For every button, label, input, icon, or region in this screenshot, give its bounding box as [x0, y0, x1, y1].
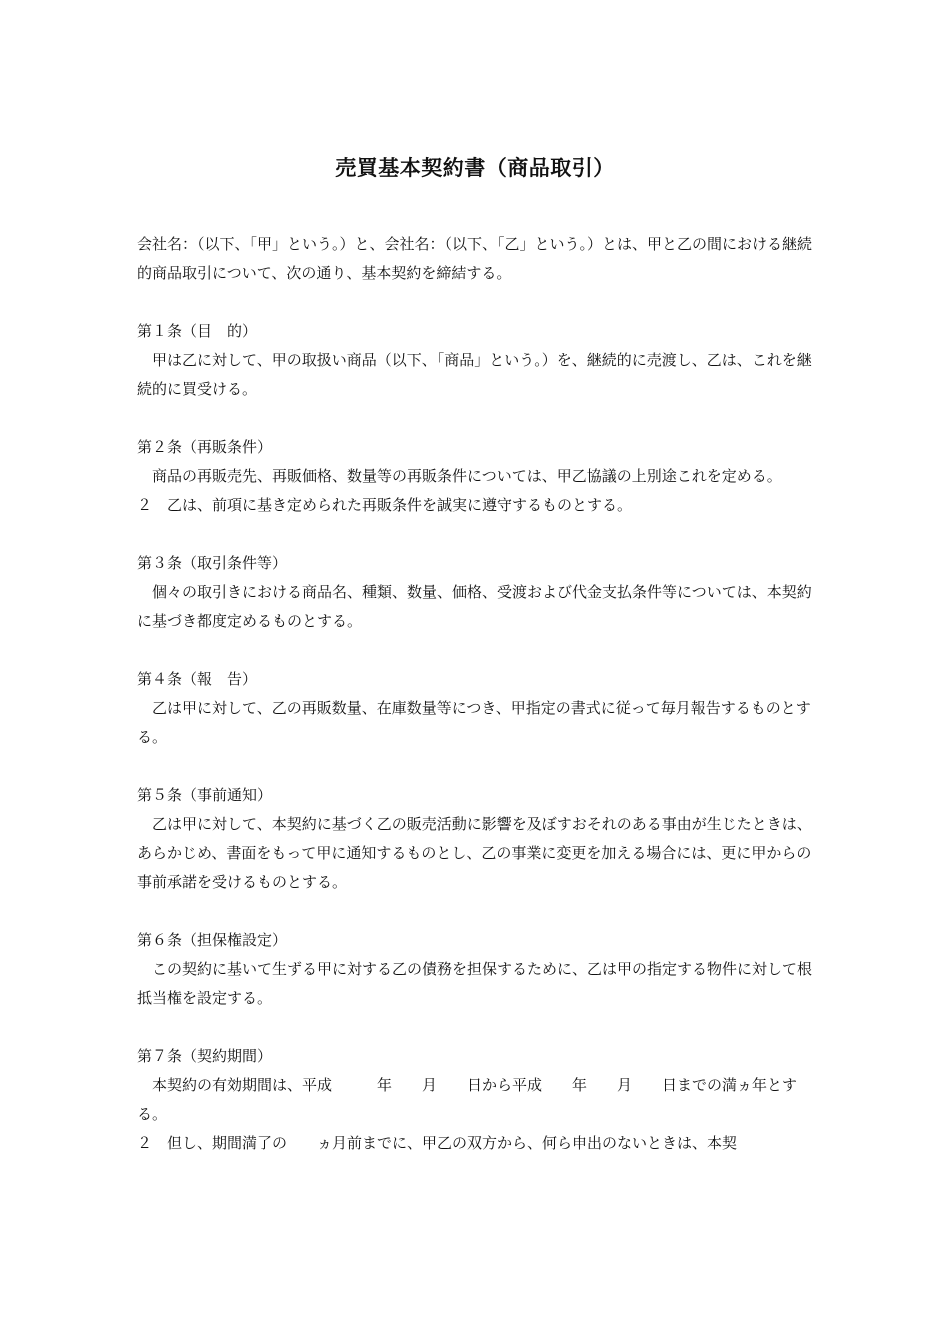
- article-7: [137, 1042, 817, 1158]
- spacer: [137, 636, 817, 665]
- article-3: [137, 549, 817, 636]
- article-paragraph: 乙は甲に対して、本契約に基づく乙の販売活動に影響を及ぼすおそれのある事由が生じたときは、あらかじめ、書面をもって甲に通知するものとし、乙の事業に変更を加える場合には、更に甲からの事前承諾を受けるものとする。: [137, 815, 812, 891]
- article-heading: 第２条（再販条件）: [137, 438, 273, 456]
- article-heading: 第３条（取引条件等）: [137, 554, 288, 572]
- article-paragraph: 本契約の有効期間は、平成 年 月 日から平成 年 月 日までの満ヵ年とする。: [137, 1076, 798, 1123]
- article-paragraph: ２ 乙は、前項に基き定められた再販条件を誠実に遵守するものとする。: [137, 496, 633, 514]
- article-paragraph: 甲は乙に対して、甲の取扱い商品（以下、｢商品」という。）を、継続的に売渡し、乙は、これを継続的に買受ける。: [137, 351, 812, 398]
- article-5: [137, 781, 817, 897]
- spacer: [137, 404, 817, 433]
- spacer: [137, 752, 817, 781]
- article-1: [137, 317, 817, 404]
- article-paragraph: 個々の取引きにおける商品名、種類、数量、価格、受渡および代金支払条件等については、本契約に基づき都度定めるものとする。: [137, 583, 812, 630]
- document-body: [137, 230, 817, 1158]
- document-title: 売買基本契約書（商品取引）: [335, 156, 615, 180]
- article-paragraph: この契約に基いて生ずる甲に対する乙の債務を担保するために、乙は甲の指定する物件に対して根抵当権を設定する。: [137, 960, 813, 1007]
- preamble-paragraph: 会社名：（以下、「甲」という。）と、会社名：（以下、「乙」という。）とは、甲と乙の間における継続的商品取引について、次の通り、基本契約を締結する。: [137, 235, 813, 282]
- article-2: [137, 433, 817, 520]
- article-heading: 第６条（担保権設定）: [137, 931, 288, 949]
- article-heading: 第４条（報 告）: [137, 670, 258, 688]
- spacer: [137, 897, 817, 926]
- spacer: [137, 520, 817, 549]
- article-paragraph: 乙は甲に対して、乙の再販数量、在庫数量等につき、甲指定の書式に従って毎月報告するものとする。: [137, 699, 811, 746]
- article-paragraph: 商品の再販売先、再販価格、数量等の再販条件については、甲乙協議の上別途これを定める。: [137, 467, 782, 485]
- article-6: [137, 926, 817, 1013]
- spacer: [137, 288, 817, 317]
- spacer: [137, 1013, 817, 1042]
- article-paragraph: ２ 但し、期間満了の ヵ月前までに、甲乙の双方から、何ら申出のないときは、本契: [137, 1134, 738, 1152]
- article-4: [137, 665, 817, 752]
- article-heading: 第１条（目 的）: [137, 322, 258, 340]
- article-heading: 第５条（事前通知）: [137, 786, 273, 804]
- article-heading: 第７条（契約期間）: [137, 1047, 273, 1065]
